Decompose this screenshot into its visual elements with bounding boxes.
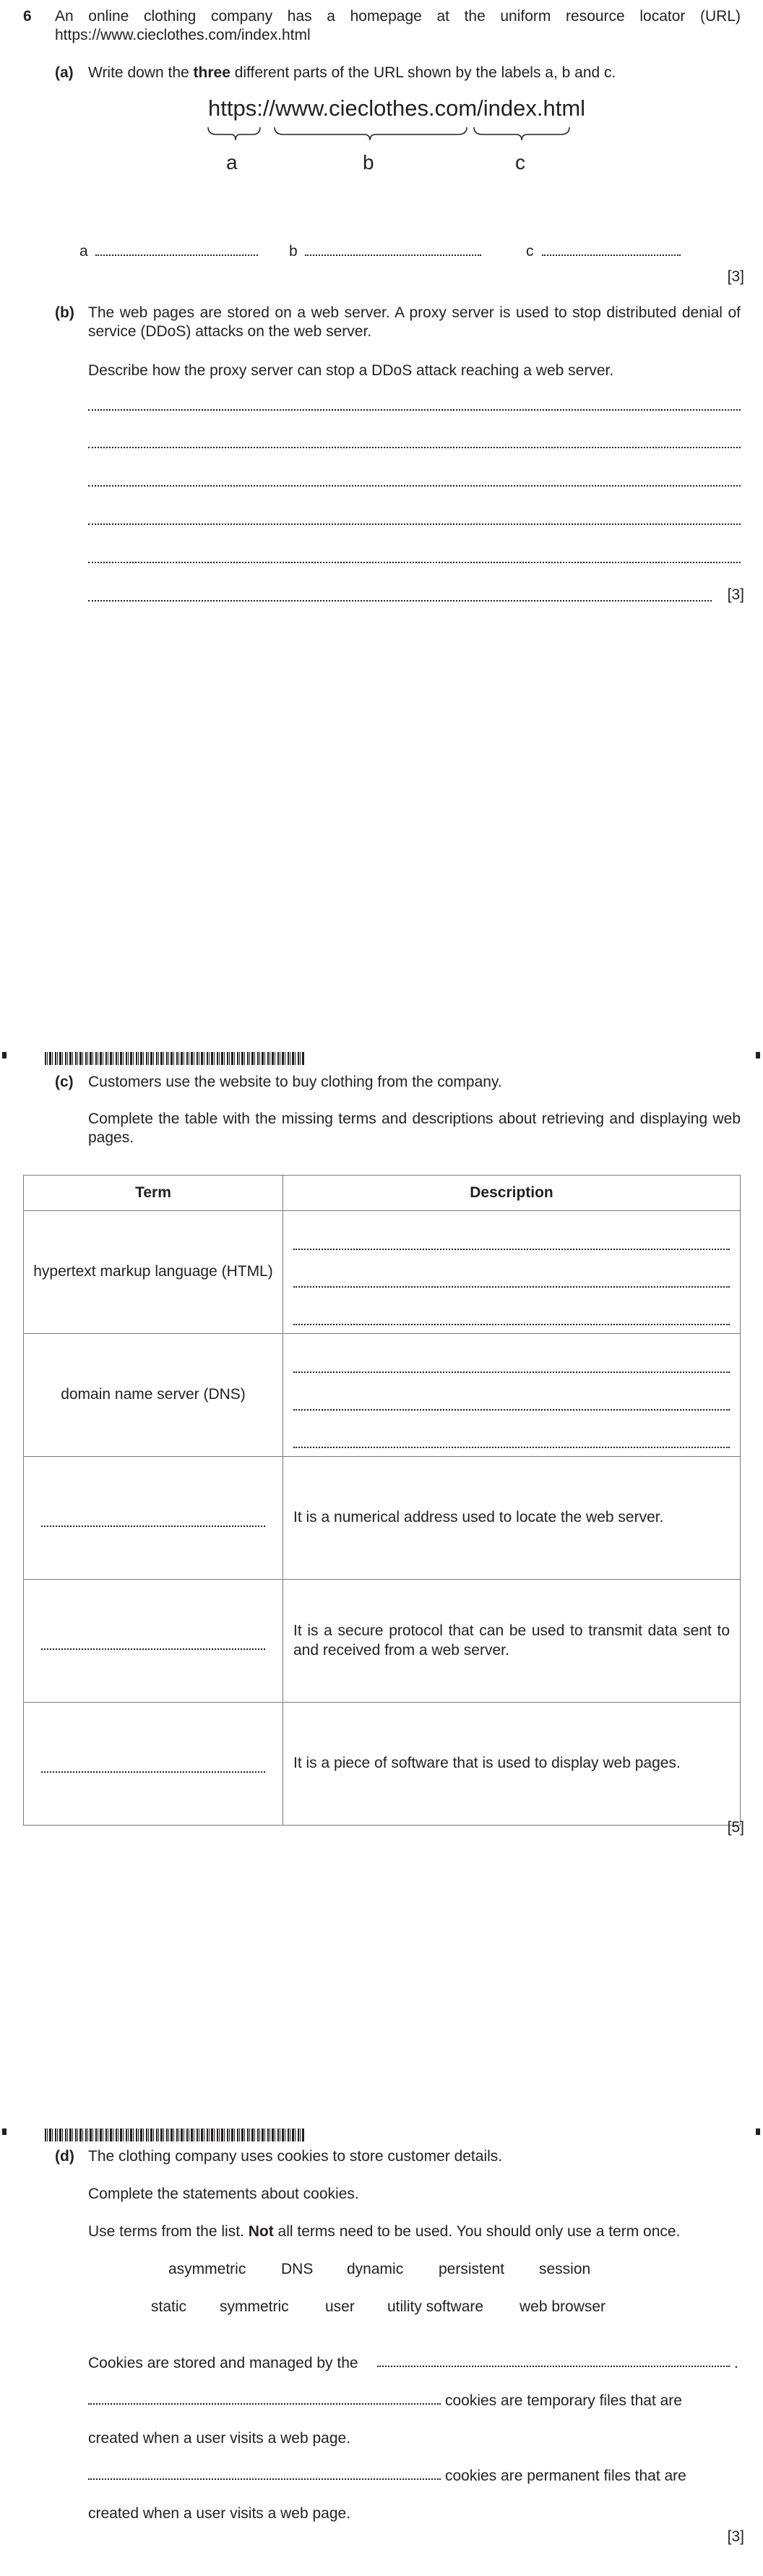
part-c-text2: Complete the table with the missing terms and descriptions about retrieving and displaying web pages.	[88, 1111, 741, 1147]
corner-mark	[2, 1052, 7, 1058]
term-word: DNS	[281, 2261, 314, 2277]
statement-1-answer[interactable]	[377, 2357, 730, 2367]
part-d-text3-pre: Use terms from the list.	[88, 2223, 249, 2240]
answer-c-label: c	[526, 243, 534, 260]
table-row	[24, 1457, 741, 1580]
part-a-marks: [3]	[727, 268, 744, 285]
part-d-text2: Complete the statements about cookies.	[88, 2186, 359, 2202]
part-d-text3-post: all terms need to be used. You should only use a term once.	[273, 2223, 681, 2240]
brace-b	[275, 127, 467, 140]
brace-label-b: b	[363, 151, 374, 174]
description-answer-cell[interactable]	[283, 1211, 741, 1334]
answer-line[interactable]	[88, 401, 741, 411]
terms-table	[23, 1175, 741, 1826]
table-header-row	[24, 1176, 741, 1211]
description-answer-cell[interactable]	[283, 1334, 741, 1457]
part-b-text2: Describe how the proxy server can stop a DDoS attack reaching a web server.	[88, 362, 614, 379]
corner-mark	[756, 2128, 760, 2135]
corner-mark	[756, 1052, 760, 1058]
answer-c-field[interactable]	[542, 246, 681, 256]
description-cell: It is a secure protocol that can be used to transmit data sent to and received from a web server.	[283, 1580, 741, 1703]
url-braces	[202, 124, 592, 153]
table-row	[24, 1580, 741, 1703]
part-a-prompt-bold: three	[193, 64, 230, 81]
part-d-marks: [3]	[727, 2528, 744, 2545]
statement-2-continued: created when a user visits a web page.	[88, 2430, 351, 2447]
header-term: Term	[24, 1176, 283, 1211]
table-row	[24, 1211, 741, 1334]
term-word: persistent	[439, 2261, 505, 2277]
part-d-text3-bold: Not	[248, 2223, 274, 2240]
description-cell: It is a piece of software that is used to display web pages.	[283, 1703, 741, 1826]
answer-line[interactable]	[293, 1356, 730, 1373]
answer-line[interactable]	[293, 1308, 730, 1325]
term-word: user	[325, 2298, 355, 2315]
term-word: symmetric	[220, 2298, 289, 2315]
answer-line[interactable]	[88, 553, 741, 563]
answer-line[interactable]	[41, 1633, 265, 1650]
term-answer-cell[interactable]	[24, 1703, 283, 1826]
answer-b-label: b	[289, 243, 298, 260]
statement-3-continued: created when a user visits a web page.	[88, 2505, 351, 2522]
answer-line[interactable]	[88, 591, 712, 602]
term-word: static	[151, 2298, 187, 2315]
part-c-marks: [5]	[727, 1819, 744, 1836]
term-word: session	[539, 2261, 591, 2277]
answer-a-field[interactable]	[95, 246, 258, 256]
answer-line[interactable]	[88, 438, 741, 448]
brace-label-c: c	[515, 151, 525, 174]
answer-b-field[interactable]	[305, 246, 481, 256]
barcode	[45, 2128, 305, 2141]
term-word: dynamic	[347, 2261, 404, 2277]
question-number: 6	[23, 8, 32, 25]
answer-line[interactable]	[293, 1393, 730, 1411]
term-list-row-1	[0, 2260, 763, 2279]
part-a-label: (a)	[55, 64, 74, 81]
question-intro: An online clothing company has a homepage at the uniform resource locator (URL) https://www.cieclothes.com/index.html	[55, 8, 741, 44]
part-c-label: (c)	[55, 1074, 74, 1090]
answer-line[interactable]	[88, 476, 741, 487]
description-cell: It is a numerical address used to locate the web server.	[283, 1457, 741, 1580]
brace-label-a: a	[226, 151, 238, 174]
part-a-prompt-post: different parts of the URL shown by the labels a, b and c.	[230, 64, 616, 81]
term-answer-cell[interactable]	[24, 1580, 283, 1703]
term-word: utility software	[387, 2298, 484, 2315]
term-cell: domain name server (DNS)	[24, 1334, 283, 1457]
answer-line[interactable]	[41, 1755, 265, 1773]
statement-2-answer[interactable]	[88, 2395, 441, 2405]
url-display: https://www.cieclothes.com/index.html	[208, 95, 586, 121]
term-cell: hypertext markup language (HTML)	[24, 1211, 283, 1334]
header-description: Description	[283, 1176, 741, 1211]
term-list-row-2	[0, 2298, 763, 2316]
answer-line[interactable]	[293, 1270, 730, 1288]
answer-line[interactable]	[88, 515, 741, 525]
answer-line[interactable]	[41, 1510, 265, 1527]
part-d-text3	[88, 2222, 680, 2241]
table-row	[24, 1703, 741, 1826]
table-row	[24, 1334, 741, 1457]
term-word: web browser	[520, 2298, 606, 2315]
part-b-marks: [3]	[727, 586, 744, 603]
statement-2-text: cookies are temporary files that are	[445, 2392, 682, 2409]
corner-mark	[2, 2128, 7, 2135]
term-word: asymmetric	[168, 2261, 246, 2277]
part-a-prompt	[88, 64, 616, 82]
statement-3-text: cookies are permanent files that are	[445, 2468, 686, 2484]
part-b-label: (b)	[55, 304, 74, 321]
answer-line[interactable]	[293, 1233, 730, 1250]
term-answer-cell[interactable]	[24, 1457, 283, 1580]
part-c-text1: Customers use the website to buy clothing from the company.	[88, 1074, 502, 1090]
part-d-label: (d)	[55, 2148, 74, 2165]
part-b-text1: The web pages are stored on a web server. A proxy server is used to stop distributed denial of service (DDoS) attacks on the web server.	[88, 304, 741, 341]
brace-a	[208, 127, 260, 140]
answer-line[interactable]	[293, 1431, 730, 1448]
statement-3-answer[interactable]	[88, 2470, 441, 2480]
barcode	[45, 1052, 305, 1065]
answer-a-label: a	[79, 243, 88, 260]
statement-1-text: Cookies are stored and managed by the	[88, 2355, 358, 2371]
part-a-prompt-pre: Write down the	[88, 64, 194, 81]
statement-1-end: .	[734, 2355, 738, 2371]
brace-c	[474, 127, 569, 140]
part-d-text1: The clothing company uses cookies to store customer details.	[88, 2148, 503, 2165]
